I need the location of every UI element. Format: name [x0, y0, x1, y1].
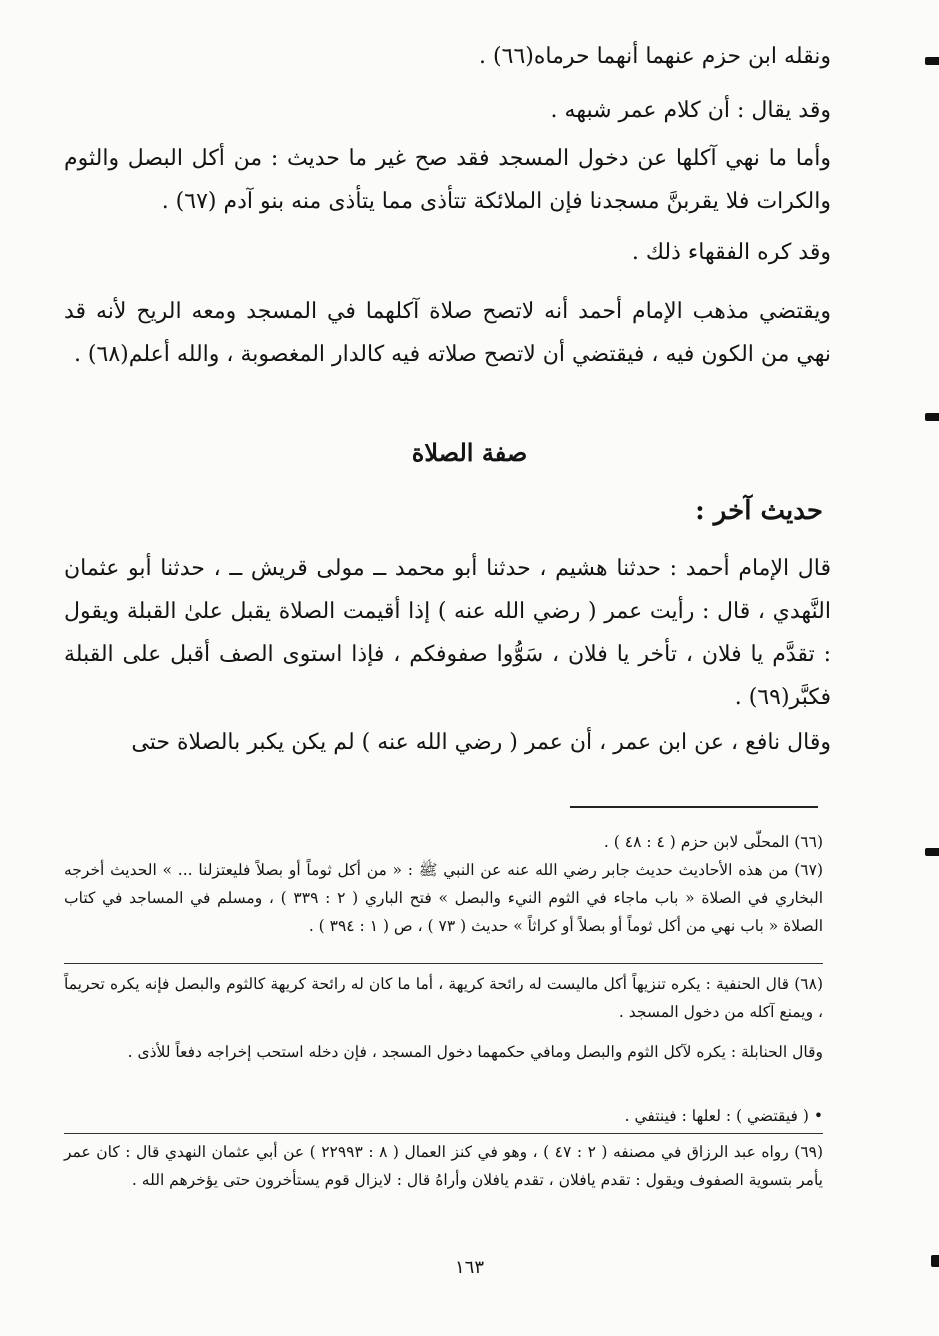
text-line: وقد كره الفقهاء ذلك . — [631, 240, 831, 265]
footnote: وقال الحنابلة : يكره لآكل الثوم والبصل ومافي حكمهما دخول المسجد ، فإن دخله استحب إخراجه دفعاً للأذى . — [127, 1043, 823, 1061]
margin-mark — [925, 413, 939, 421]
paragraph: قال الإمام أحمد : حدثنا هشيم ، حدثنا أبو محمد ــ مولى قريش ــ ، حدثنا أبو عثمان النَّهدي ، قال : رأيت عمر ( رضي الله عنه ) إذا أقيمت الصلاة يقبل علىٰ القبلة ويقول : تقدَّم يا فلان ، تأخر يا فلان ، سَوُّوا صفوفكم ، فإذا استوى الصف أقبل على القبلة فكبَّر(٦٩) . — [64, 556, 831, 710]
subheading: حديث آخر : — [695, 496, 823, 526]
footnote-divider — [64, 1133, 823, 1134]
page-number: ١٦٣ — [454, 1257, 484, 1278]
paragraph: ويقتضي مذهب الإمام أحمد أنه لاتصح صلاة آكلهما في المسجد ومعه الريح لأنه قد نهي من الكون فيه ، فيقتضي أن لاتصح صلاته فيه كالدار المغصوبة ، والله أعلم(٦٨) . — [64, 299, 831, 367]
margin-mark — [925, 57, 939, 65]
margin-mark — [925, 848, 939, 856]
text-line: وقال نافع ، عن ابن عمر ، أن عمر ( رضي الله عنه ) لم يكن يكبر بالصلاة حتى — [131, 730, 831, 755]
text-line: وقد يقال : أن كلام عمر شبهه . — [550, 98, 831, 123]
section-heading: صفة الصلاة — [411, 438, 528, 467]
footnote: (٦٨) قال الحنفية : يكره تنزيهاً أكل ماليست له رائحة كريهة ، أما ما كان له رائحة كريهة كالثوم والبصل فإنه يكره تحريماً ، ويمنع آكله من دخول المسجد . — [64, 975, 823, 1021]
footnote-rule — [570, 806, 818, 808]
paragraph: وأما ما نهي آكلها عن دخول المسجد فقد صح غير ما حديث : من أكل البصل والثوم والكرات فلا يقربنَّ مسجدنا فإن الملائكة تتأذى مما يتأذى منه بنو آدم (٦٧) . — [64, 146, 831, 214]
footnote: • ( فيقتضي ) : لعلها : فينتفي . — [624, 1107, 823, 1125]
footnote-divider — [64, 963, 823, 964]
footnote: (٦٦) المحلّى لابن حزم ( ٤ : ٤٨ ) . — [603, 833, 823, 851]
footnote: (٦٧) من هذه الأحاديث حديث جابر رضي الله عنه عن النبي ﷺ : « من أكل ثوماً أو بصلاً فليعتزلنا ... » الحديث أخرجه البخاري في الصلاة « باب ماجاء في الثوم النيء والبصل » فتح الباري ( ٢ : ٣٣٩ ) ، ومسلم في المساجد في كتاب الصلاة « باب نهي من أكل ثوماً أو بصلاً أو كراثاً » حديث ( ٧٣ ) ، ص ( ١ : ٣٩٤ ) . — [64, 861, 823, 935]
footnote: (٦٩) رواه عبد الرزاق في مصنفه ( ٢ : ٤٧ ) ، وهو في كنز العمال ( ٨ : ٢٢٩٩٣ ) عن أبي عثمان النهدي قال : كان عمر يأمر بتسوية الصفوف ويقول : تقدم يافلان ، تقدم يافلان وأراهُ قال : لايزال قوم يستأخرون حتى يؤخرهم الله . — [64, 1143, 824, 1189]
text-line: ونقله ابن حزم عنهما أنهما حرماه(٦٦) . — [479, 44, 831, 69]
